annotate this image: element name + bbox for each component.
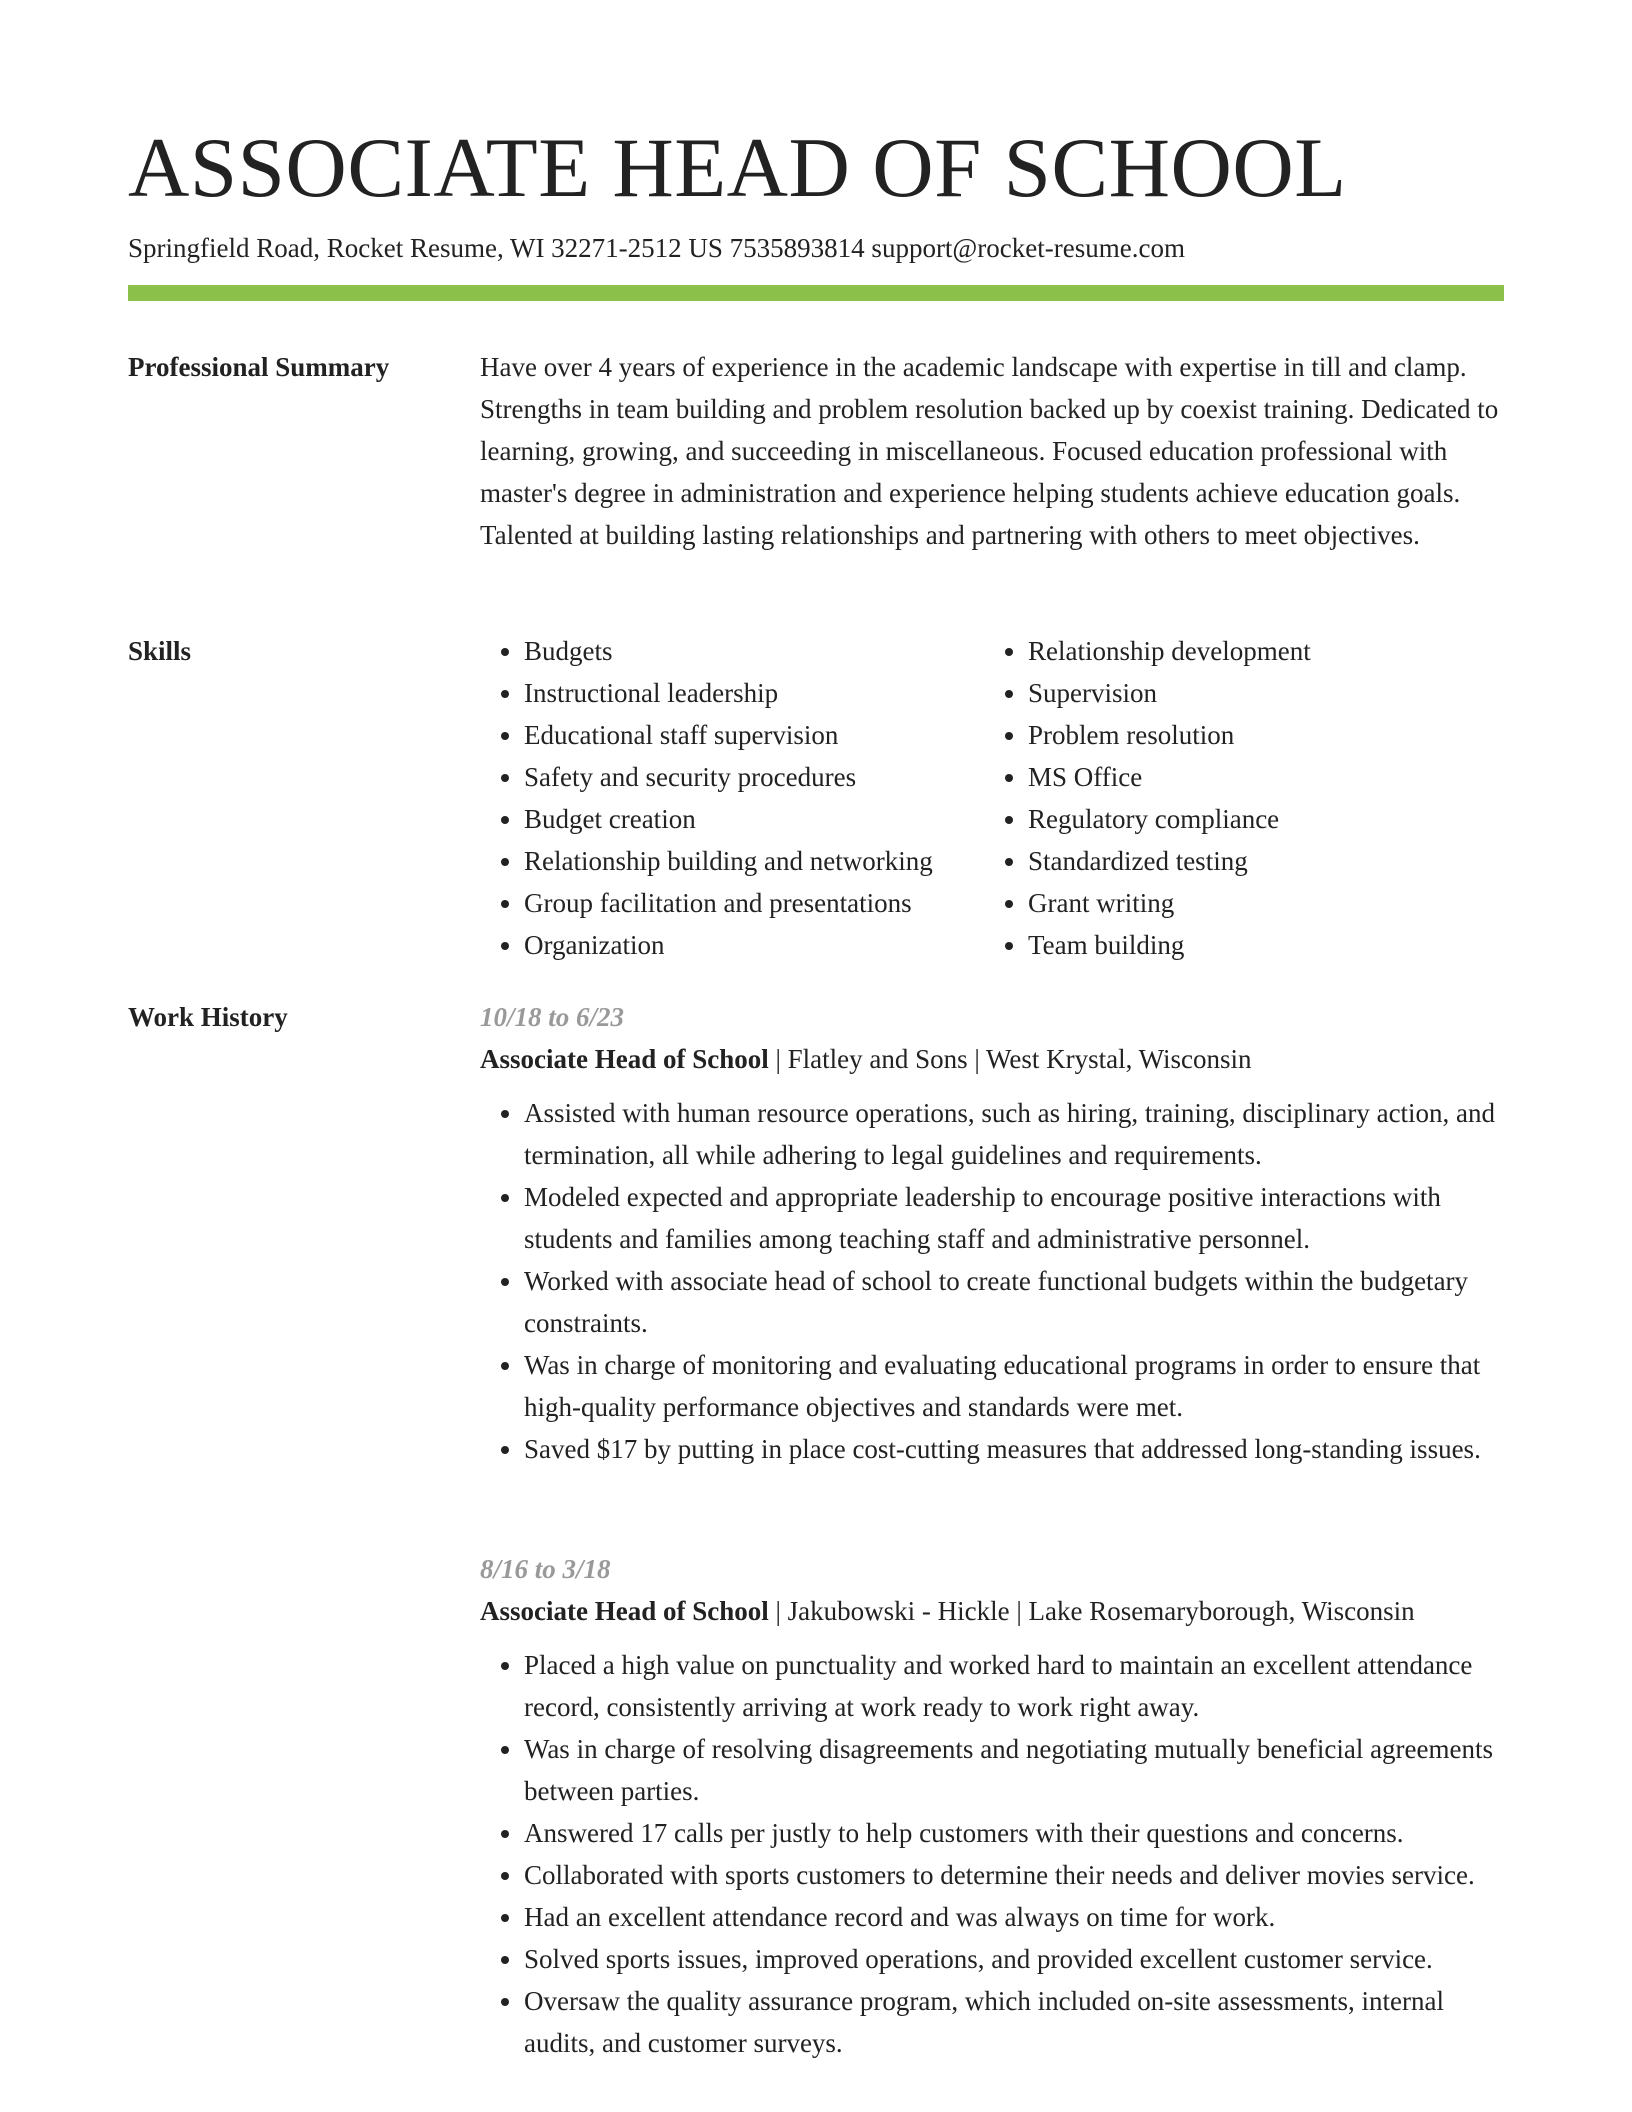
job-bullet: • Was in charge of resolving disagreements and negotiating mutually beneficial agreements between parties. [524,1728,1504,1812]
skills-list-left [480,630,984,966]
job-bullet: • Solved sports issues, improved operations, and provided excellent customer service. [524,1938,1504,1980]
header-divider [128,285,1504,301]
job-bullet: • Answered 17 calls per justly to help customers with their questions and concerns. [524,1812,1504,1854]
job-bullet: • Saved $17 by putting in place cost-cutting measures that addressed long-standing issues. [524,1428,1504,1470]
job-title: Associate Head of School [480,1044,769,1074]
job-bullet: • Modeled expected and appropriate leadership to encourage positive interactions with students and families among teaching staff and administrative personnel. [524,1176,1504,1260]
skills-list-right [984,630,1311,966]
skills-section [480,630,1504,966]
summary-text: Have over 4 years of experience in the academic landscape with expertise in till and clamp. Strengths in team building and problem resolution backed up by coexist training. Dedicated to learning, growing, and succeeding in miscellaneous. Focused education professional with master's degree in administration and experience helping students achieve education goals. Talented at building lasting relationships and partnering with others to meet objectives. [480,352,1499,550]
skill-item: • Problem resolution [1028,714,1311,756]
skill-item: • Safety and security procedures [524,756,984,798]
skill-item: • Relationship development [1028,630,1311,672]
skill-item: • Standardized testing [1028,840,1311,882]
job-dates: 8/16 to 3/18 [480,1554,611,1584]
skill-item: • Budget creation [524,798,984,840]
job-bullet: • Oversaw the quality assurance program, which included on-site assessments, internal audits, and customer surveys. [524,1980,1504,2064]
job-bullet: • Placed a high value on punctuality and worked hard to maintain an excellent attendance record, consistently arriving at work ready to work right away. [524,1644,1504,1728]
job-title-line [480,1590,1504,1632]
summary-heading: Professional Summary [128,352,390,382]
job-bullets [480,1092,1504,1470]
skills-heading: Skills [128,636,192,666]
job-bullet: • Was in charge of monitoring and evaluating educational programs in order to ensure that high-quality performance objectives and standards were met. [524,1344,1504,1428]
work-history-heading: Work History [128,1002,288,1032]
job-entry [480,996,1504,1470]
skill-item: • Relationship building and networking [524,840,984,882]
skill-item: • Educational staff supervision [524,714,984,756]
skill-item: • Regulatory compliance [1028,798,1311,840]
job-bullet: • Assisted with human resource operations, such as hiring, training, disciplinary action, and termination, all while adhering to legal guidelines and requirements. [524,1092,1504,1176]
resume-name: ASSOCIATE HEAD OF SCHOOL [128,121,1347,215]
job-bullet: • Collaborated with sports customers to determine their needs and deliver movies service. [524,1854,1504,1896]
job-bullets [480,1644,1504,2064]
skill-item: • Group facilitation and presentations [524,882,984,924]
skill-item: • Grant writing [1028,882,1311,924]
skill-item: • MS Office [1028,756,1311,798]
job-employer-location: | Jakubowski - Hickle | Lake Rosemaryborough, Wisconsin [768,1596,1415,1626]
job-bullet: • Worked with associate head of school to create functional budgets within the budgetary constraints. [524,1260,1504,1344]
skill-item: • Supervision [1028,672,1311,714]
job-employer-location: | Flatley and Sons | West Krystal, Wisconsin [768,1044,1252,1074]
job-title-line [480,1038,1504,1080]
job-dates: 10/18 to 6/23 [480,1002,625,1032]
job-bullet: • Had an excellent attendance record and was always on time for work. [524,1896,1504,1938]
skill-item: • Instructional leadership [524,672,984,714]
contact-line: Springfield Road, Rocket Resume, WI 32271-2512 US 7535893814 support@rocket-resume.com [128,233,1185,263]
summary-section [480,346,1504,556]
job-title: Associate Head of School [480,1596,769,1626]
job-entry [480,1548,1504,2064]
skill-item: • Organization [524,924,984,966]
skill-item: • Team building [1028,924,1311,966]
skill-item: • Budgets [524,630,984,672]
